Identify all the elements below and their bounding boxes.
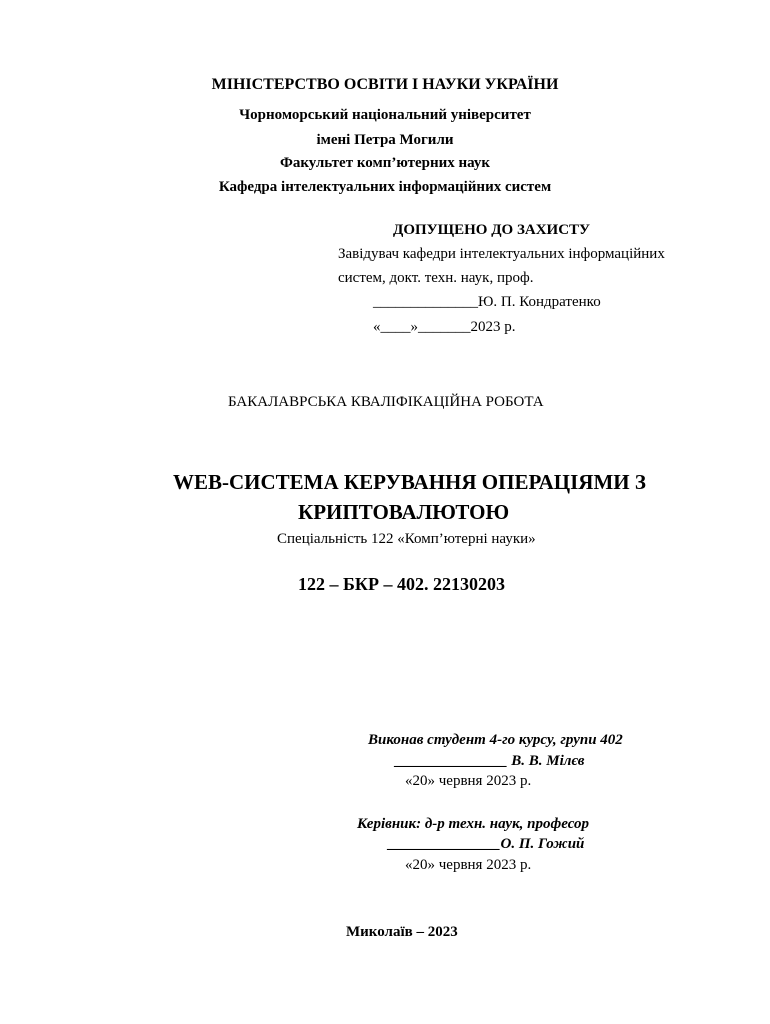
approval-position-line2: систем, докт. техн. наук, проф. — [338, 270, 534, 286]
approval-date-line: «____»_______2023 р. — [373, 319, 516, 335]
student-label: Виконав студент 4-го курсу, групи 402 — [368, 732, 623, 748]
approval-title: ДОПУЩЕНО ДО ЗАХИСТУ — [393, 222, 591, 238]
supervisor-date-line: «20» червня 2023 р. — [405, 857, 532, 873]
university-name-line2: імені Петра Могили — [316, 132, 454, 148]
supervisor-signature-line: _______________О. П. Гожий — [388, 836, 585, 852]
work-title-line2: КРИПТОВАЛЮТОЮ — [298, 500, 510, 524]
approval-signature-line: ______________Ю. П. Кондратенко — [373, 294, 601, 310]
faculty-name: Факультет комп’ютерних наук — [279, 155, 491, 171]
ministry-heading: МІНІСТЕРСТВО ОСВІТИ І НАУКИ УКРАЇНИ — [211, 76, 559, 93]
supervisor-label: Керівник: д-р техн. наук, професор — [357, 816, 590, 832]
work-code: 122 – БКР – 402. 22130203 — [298, 574, 505, 594]
approval-position-line1: Завідувач кафедри інтелектуальних інформаційних — [338, 246, 665, 262]
work-title-line1: WEB-СИСТЕМА КЕРУВАННЯ ОПЕРАЦІЯМИ З — [173, 470, 646, 494]
specialty: Спеціальність 122 «Комп’ютерні науки» — [277, 531, 536, 547]
student-date-line: «20» червня 2023 р. — [405, 773, 532, 789]
department-name: Кафедра інтелектуальних інформаційних систем — [218, 179, 552, 195]
student-signature-line: _______________ В. В. Мілєв — [395, 753, 585, 769]
university-name-line1: Чорноморський національний університет — [239, 107, 531, 123]
work-type: БАКАЛАВРСЬКА КВАЛІФІКАЦІЙНА РОБОТА — [228, 394, 544, 410]
city-year: Миколаїв – 2023 — [346, 924, 458, 940]
